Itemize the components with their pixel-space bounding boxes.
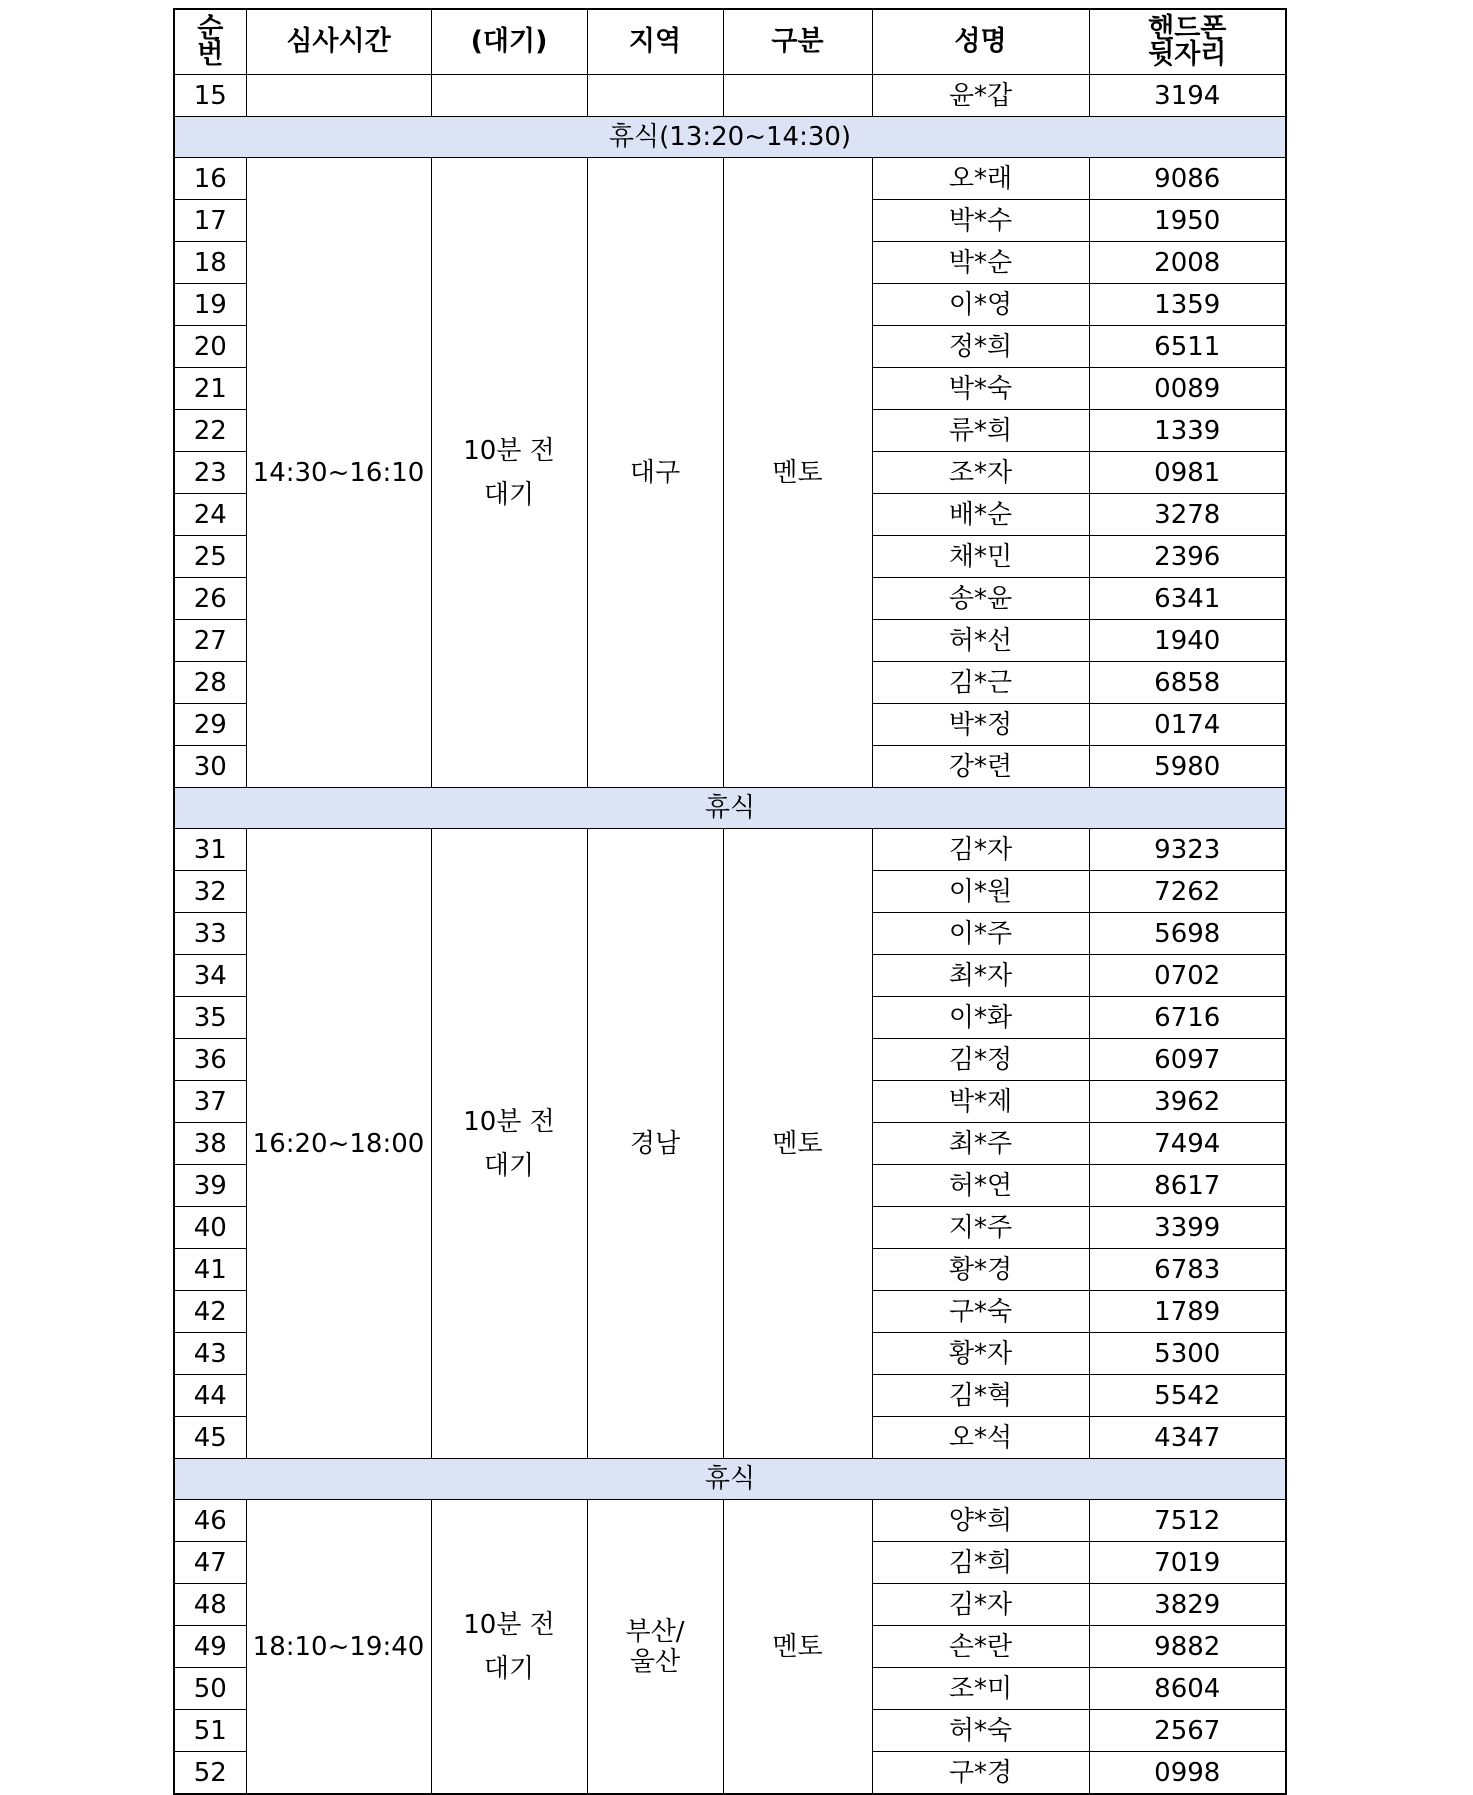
- phone-last-digits: 6511: [1089, 326, 1286, 368]
- time-slot: 14:30~16:10: [246, 158, 431, 788]
- table-row: [174, 829, 1286, 871]
- row-number: 36: [174, 1039, 246, 1081]
- applicant-name: 허*연: [872, 1165, 1089, 1207]
- row-number: 50: [174, 1668, 246, 1710]
- phone-last-digits: 0174: [1089, 704, 1286, 746]
- category: 멘토: [723, 158, 872, 788]
- row-number: 46: [174, 1500, 246, 1542]
- region-cell: [587, 75, 723, 117]
- phone-last-digits: 1339: [1089, 410, 1286, 452]
- applicant-name: 박*수: [872, 200, 1089, 242]
- phone-last-digits: 0998: [1089, 1752, 1286, 1795]
- phone-last-digits: 5542: [1089, 1375, 1286, 1417]
- row-number: 37: [174, 1081, 246, 1123]
- table-row: [174, 1500, 1286, 1542]
- applicant-name: 박*제: [872, 1081, 1089, 1123]
- header-row: [174, 9, 1286, 75]
- break-label: 휴식: [174, 788, 1286, 829]
- phone-last-digits: 6341: [1089, 578, 1286, 620]
- region: 대구: [587, 158, 723, 788]
- row-number: 51: [174, 1710, 246, 1752]
- row-number: 33: [174, 913, 246, 955]
- time-slot: 16:20~18:00: [246, 829, 431, 1459]
- header-wait: (대기): [431, 9, 587, 75]
- row-number: 41: [174, 1249, 246, 1291]
- phone-last-digits: 0089: [1089, 368, 1286, 410]
- header-category: 구분: [723, 9, 872, 75]
- break-label: 휴식: [174, 1459, 1286, 1500]
- wait-note: 10분 전 대기: [431, 158, 587, 788]
- phone-last-digits: 1940: [1089, 620, 1286, 662]
- phone-last-digits: 3829: [1089, 1584, 1286, 1626]
- phone-last-digits: 6097: [1089, 1039, 1286, 1081]
- phone-last-digits: 3962: [1089, 1081, 1286, 1123]
- applicant-name: 배*순: [872, 494, 1089, 536]
- region: 경남: [587, 829, 723, 1459]
- row-number: 26: [174, 578, 246, 620]
- applicant-name: 허*숙: [872, 1710, 1089, 1752]
- phone-last-digits: 0981: [1089, 452, 1286, 494]
- phone-last-digits: 2008: [1089, 242, 1286, 284]
- row-number: 44: [174, 1375, 246, 1417]
- applicant-name: 박*정: [872, 704, 1089, 746]
- row-number: 25: [174, 536, 246, 578]
- table-row: [174, 75, 1286, 117]
- applicant-name: 구*경: [872, 1752, 1089, 1795]
- row-number: 28: [174, 662, 246, 704]
- header-name: 성명: [872, 9, 1089, 75]
- break-row: [174, 117, 1286, 158]
- phone-last-digits: 9323: [1089, 829, 1286, 871]
- wait-note: 10분 전 대기: [431, 829, 587, 1459]
- phone-last-digits: 4347: [1089, 1417, 1286, 1459]
- applicant-name: 최*자: [872, 955, 1089, 997]
- category: 멘토: [723, 829, 872, 1459]
- applicant-name: 윤*갑: [872, 75, 1089, 117]
- phone-last-digits: 7262: [1089, 871, 1286, 913]
- applicant-name: 양*희: [872, 1500, 1089, 1542]
- category: 멘토: [723, 1500, 872, 1795]
- time-slot: 18:10~19:40: [246, 1500, 431, 1795]
- row-number: 21: [174, 368, 246, 410]
- row-number: 27: [174, 620, 246, 662]
- row-number: 23: [174, 452, 246, 494]
- phone-last-digits: 3278: [1089, 494, 1286, 536]
- applicant-name: 황*자: [872, 1333, 1089, 1375]
- applicant-name: 이*화: [872, 997, 1089, 1039]
- applicant-name: 김*자: [872, 829, 1089, 871]
- time-cell: [246, 75, 431, 117]
- phone-last-digits: 9882: [1089, 1626, 1286, 1668]
- region: 부산/울산: [587, 1500, 723, 1795]
- phone-last-digits: 1789: [1089, 1291, 1286, 1333]
- interview-schedule-table: [173, 8, 1287, 1795]
- applicant-name: 황*경: [872, 1249, 1089, 1291]
- phone-last-digits: 8617: [1089, 1165, 1286, 1207]
- row-number: 52: [174, 1752, 246, 1795]
- applicant-name: 이*영: [872, 284, 1089, 326]
- applicant-name: 이*원: [872, 871, 1089, 913]
- header-time: 심사시간: [246, 9, 431, 75]
- phone-last-digits: 5698: [1089, 913, 1286, 955]
- applicant-name: 오*래: [872, 158, 1089, 200]
- phone-last-digits: 9086: [1089, 158, 1286, 200]
- phone-last-digits: 2396: [1089, 536, 1286, 578]
- header-region: 지역: [587, 9, 723, 75]
- phone-last-digits: 3399: [1089, 1207, 1286, 1249]
- applicant-name: 박*순: [872, 242, 1089, 284]
- break-row: [174, 1459, 1286, 1500]
- phone-last-digits: 8604: [1089, 1668, 1286, 1710]
- applicant-name: 김*희: [872, 1542, 1089, 1584]
- applicant-name: 조*미: [872, 1668, 1089, 1710]
- applicant-name: 구*숙: [872, 1291, 1089, 1333]
- row-number: 34: [174, 955, 246, 997]
- header-no: 순 번: [174, 9, 246, 75]
- row-number: 49: [174, 1626, 246, 1668]
- applicant-name: 송*윤: [872, 578, 1089, 620]
- break-row: [174, 788, 1286, 829]
- applicant-name: 최*주: [872, 1123, 1089, 1165]
- phone-last-digits: 0702: [1089, 955, 1286, 997]
- phone-last-digits: 2567: [1089, 1710, 1286, 1752]
- phone-last-digits: 7512: [1089, 1500, 1286, 1542]
- row-number: 17: [174, 200, 246, 242]
- applicant-name: 김*근: [872, 662, 1089, 704]
- header-phone: 핸드폰 뒷자리: [1089, 9, 1286, 75]
- phone-last-digits: 6858: [1089, 662, 1286, 704]
- applicant-name: 이*주: [872, 913, 1089, 955]
- applicant-name: 류*희: [872, 410, 1089, 452]
- row-number: 16: [174, 158, 246, 200]
- applicant-name: 김*정: [872, 1039, 1089, 1081]
- applicant-name: 강*련: [872, 746, 1089, 788]
- row-number: 19: [174, 284, 246, 326]
- break-label: 휴식(13:20~14:30): [174, 117, 1286, 158]
- wait-note: 10분 전 대기: [431, 1500, 587, 1795]
- row-number: 15: [174, 75, 246, 117]
- schedule-body: [174, 75, 1286, 1795]
- applicant-name: 채*민: [872, 536, 1089, 578]
- row-number: 43: [174, 1333, 246, 1375]
- row-number: 29: [174, 704, 246, 746]
- phone-last-digits: 7019: [1089, 1542, 1286, 1584]
- phone-last-digits: 5300: [1089, 1333, 1286, 1375]
- applicant-name: 김*자: [872, 1584, 1089, 1626]
- applicant-name: 박*숙: [872, 368, 1089, 410]
- row-number: 47: [174, 1542, 246, 1584]
- phone-last-digits: 7494: [1089, 1123, 1286, 1165]
- applicant-name: 손*란: [872, 1626, 1089, 1668]
- phone-last-digits: 3194: [1089, 75, 1286, 117]
- applicant-name: 허*선: [872, 620, 1089, 662]
- applicant-name: 조*자: [872, 452, 1089, 494]
- row-number: 30: [174, 746, 246, 788]
- row-number: 31: [174, 829, 246, 871]
- applicant-name: 지*주: [872, 1207, 1089, 1249]
- applicant-name: 김*혁: [872, 1375, 1089, 1417]
- row-number: 38: [174, 1123, 246, 1165]
- row-number: 35: [174, 997, 246, 1039]
- category-cell: [723, 75, 872, 117]
- applicant-name: 오*석: [872, 1417, 1089, 1459]
- row-number: 45: [174, 1417, 246, 1459]
- phone-last-digits: 1950: [1089, 200, 1286, 242]
- table-row: [174, 158, 1286, 200]
- applicant-name: 정*희: [872, 326, 1089, 368]
- row-number: 40: [174, 1207, 246, 1249]
- row-number: 18: [174, 242, 246, 284]
- phone-last-digits: 6783: [1089, 1249, 1286, 1291]
- row-number: 24: [174, 494, 246, 536]
- row-number: 20: [174, 326, 246, 368]
- row-number: 32: [174, 871, 246, 913]
- row-number: 39: [174, 1165, 246, 1207]
- row-number: 42: [174, 1291, 246, 1333]
- phone-last-digits: 1359: [1089, 284, 1286, 326]
- wait-cell: [431, 75, 587, 117]
- phone-last-digits: 6716: [1089, 997, 1286, 1039]
- row-number: 22: [174, 410, 246, 452]
- row-number: 48: [174, 1584, 246, 1626]
- phone-last-digits: 5980: [1089, 746, 1286, 788]
